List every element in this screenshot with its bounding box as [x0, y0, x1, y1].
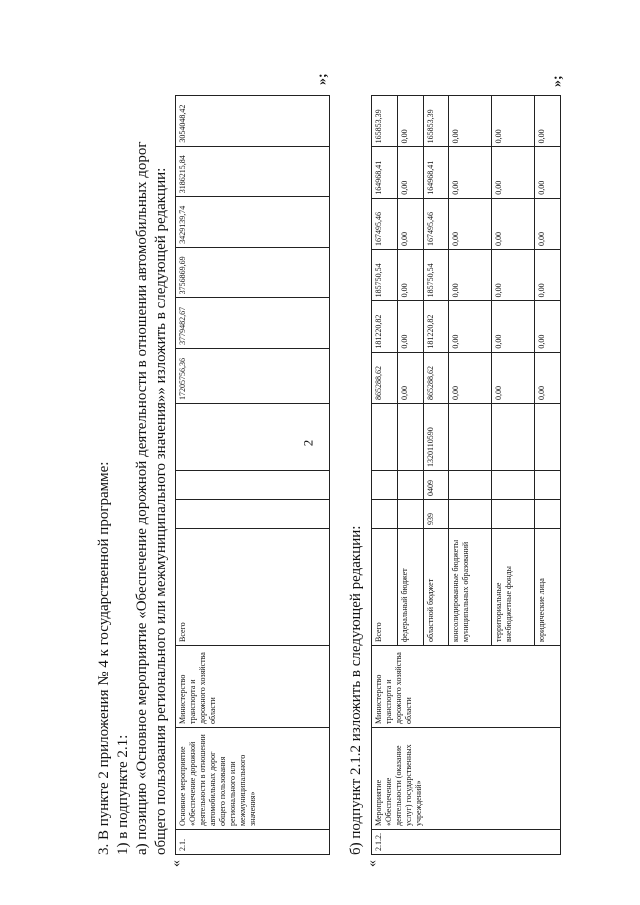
cell-y5: 165853,39 — [423, 96, 449, 147]
cell-y1: 181220,82 — [372, 301, 398, 352]
table-row — [372, 96, 398, 855]
cell-total: 0,00 — [449, 352, 492, 403]
cell-resp: Министерство транспорта и дорожного хозяйства области — [372, 646, 561, 728]
cell-y1: 3779482,67 — [176, 298, 330, 349]
cell-y2: 185750,54 — [372, 250, 398, 301]
table2-open-quote: « — [365, 860, 380, 867]
table1-open-quote: « — [169, 860, 184, 867]
cell-code2 — [176, 471, 330, 500]
cell-y4: 164968,41 — [372, 147, 398, 198]
cell-y4: 0,00 — [535, 147, 561, 198]
cell-code3: 1320110590 — [423, 404, 449, 471]
cell-y3: 0,00 — [535, 198, 561, 249]
cell-code2: 0409 — [423, 471, 449, 500]
cell-code2 — [372, 471, 398, 500]
cell-code3 — [535, 404, 561, 471]
cell-source: юридические лица — [535, 529, 561, 646]
cell-y3: 0,00 — [492, 198, 535, 249]
cell-total: 0,00 — [535, 352, 561, 403]
cell-total: 17205756,36 — [176, 348, 330, 403]
cell-y5: 0,00 — [397, 96, 423, 147]
cell-y2: 0,00 — [492, 250, 535, 301]
cell-source: Всего — [176, 529, 330, 646]
item-b-text: б) подпункт 2.1.2 изложить в следующей редакции: — [348, 525, 364, 855]
cell-code3 — [372, 404, 398, 471]
cell-code1 — [492, 500, 535, 529]
cell-num: 2.1.2. — [372, 830, 561, 855]
cell-code2 — [492, 471, 535, 500]
cell-y5: 3054048,42 — [176, 96, 330, 147]
cell-code2 — [397, 471, 423, 500]
cell-y2: 0,00 — [535, 250, 561, 301]
item-a-text-cont: общего пользования регионального или межмуниципального значения»» изложить в следующей редакции: — [153, 167, 169, 855]
cell-y1: 0,00 — [492, 301, 535, 352]
cell-y3: 167495,46 — [372, 198, 398, 249]
cell-y3: 167495,46 — [423, 198, 449, 249]
rotated-page-content — [95, 65, 570, 867]
cell-y5: 0,00 — [449, 96, 492, 147]
table-2-1-2 — [371, 95, 561, 855]
cell-code2 — [535, 471, 561, 500]
cell-code1 — [535, 500, 561, 529]
cell-code3 — [397, 404, 423, 471]
table1-close-tail: »; — [315, 73, 330, 85]
cell-total: 865288,62 — [372, 352, 398, 403]
cell-num: 2.1. — [176, 830, 330, 855]
cell-code3 — [449, 404, 492, 471]
table-row — [176, 96, 330, 855]
cell-y4: 3186215,84 — [176, 146, 330, 197]
cell-y5: 0,00 — [492, 96, 535, 147]
cell-source: территориальные внебюджетные фонды — [492, 529, 535, 646]
cell-y2: 0,00 — [397, 250, 423, 301]
cell-y4: 0,00 — [449, 147, 492, 198]
cell-y4: 0,00 — [397, 147, 423, 198]
heading-point-3: 3. В пункте 2 приложения № 4 к государственной программе: — [96, 461, 112, 855]
cell-y2: 0,00 — [449, 250, 492, 301]
cell-code3 — [492, 404, 535, 471]
cell-source: федеральный бюджет — [397, 529, 423, 646]
cell-name: Основное мероприятие «Обеспечение дорожной деятельности в отношении автомобильных дорог общего пользования регионального или межмуниципального значения» — [176, 728, 330, 830]
cell-y1: 0,00 — [535, 301, 561, 352]
cell-code2 — [449, 471, 492, 500]
cell-y4: 0,00 — [492, 147, 535, 198]
cell-total: 0,00 — [492, 352, 535, 403]
cell-source: Всего — [372, 529, 398, 646]
cell-code3 — [176, 404, 330, 471]
page-number: 2 — [300, 439, 316, 447]
cell-y1: 181220,82 — [423, 301, 449, 352]
cell-name: Мероприятие «Обеспечение деятельности (оказание услуг) государственных учреждений» — [372, 728, 561, 830]
cell-total: 865288,62 — [423, 352, 449, 403]
cell-total: 0,00 — [397, 352, 423, 403]
cell-code1: 939 — [423, 500, 449, 529]
cell-y5: 165853,39 — [372, 96, 398, 147]
cell-y1: 0,00 — [397, 301, 423, 352]
cell-code1 — [449, 500, 492, 529]
cell-code1 — [372, 500, 398, 529]
cell-y1: 0,00 — [449, 301, 492, 352]
cell-y5: 0,00 — [535, 96, 561, 147]
cell-y4: 164968,41 — [423, 147, 449, 198]
cell-resp: Министерство транспорта и дорожного хозяйства области — [176, 646, 330, 728]
cell-y2: 3756869,69 — [176, 247, 330, 298]
subpoint-1: 1) в подпункте 2.1: — [115, 734, 131, 855]
table-2-1 — [175, 95, 330, 855]
table2-close-tail: »; — [550, 75, 565, 87]
cell-source: консолидированные бюджеты муниципальных образований — [449, 529, 492, 646]
cell-source: областной бюджет — [423, 529, 449, 646]
cell-y3: 0,00 — [449, 198, 492, 249]
cell-code1 — [397, 500, 423, 529]
cell-code1 — [176, 500, 330, 529]
item-a-text: а) позицию «Основное мероприятие «Обеспечение дорожной деятельности в отношении автомобильных дорог — [134, 141, 150, 855]
cell-y3: 3429139,74 — [176, 197, 330, 248]
cell-y3: 0,00 — [397, 198, 423, 249]
cell-y2: 185750,54 — [423, 250, 449, 301]
